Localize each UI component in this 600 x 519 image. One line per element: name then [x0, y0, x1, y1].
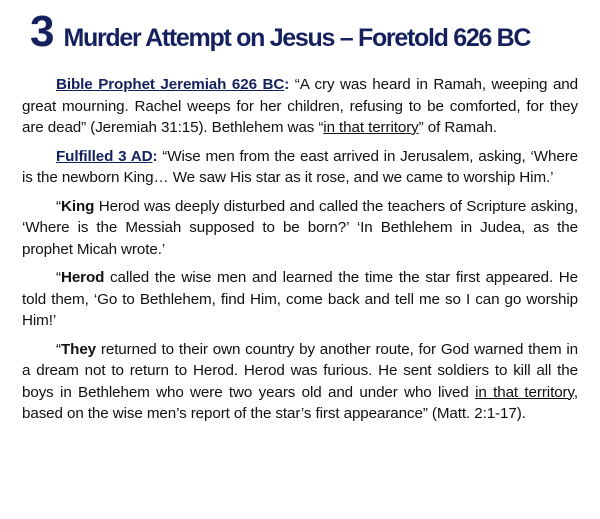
fulfilled-label-colon: : [152, 147, 158, 165]
prophecy-text-b: ” of Ramah. [418, 119, 497, 136]
they-text-a: returned to their own country by another route, for God warned them in a dream not to return to Herod. Herod was furious. He sent soldiers to kill all the boys in Bethlehem who were two years old and under who lived [22, 340, 578, 401]
title-text: Murder Attempt on Jesus – Foretold 626 BC [63, 24, 531, 52]
title-number: 3 [30, 7, 54, 56]
they-text-b: , based on the wise men’s report of the star’s first appearance” (Matt. 2:1-17). [22, 383, 578, 422]
herod-text: called the wise men and learned the time the star first appeared. He told them, ‘Go to Bethlehem, find Him, come back and tell me so I can go worship Him!’ [22, 269, 578, 329]
fulfilled-label: Fulfilled 3 AD [56, 147, 153, 165]
they-open-quote: “ [56, 340, 61, 358]
paragraph-herod [22, 267, 578, 332]
king-text: Herod was deeply disturbed and called the teachers of Scripture asking, ‘Where is the Messiah supposed to be born?’ ‘In Bethlehem in Judea, as the prophet Micah wrote.’ [22, 197, 578, 258]
they-bold: They [60, 340, 97, 358]
king-bold: King [60, 197, 95, 215]
paragraph-king [22, 196, 578, 261]
king-open-quote: “ [56, 197, 61, 215]
paragraph-fulfilled [22, 146, 578, 189]
herod-open-quote: “ [56, 269, 61, 286]
fulfilled-text: “Wise men from the east arrived in Jerusalem, asking, ‘Where is the newborn King… We saw His star as it rose, and we came to worship Him.’ [22, 147, 578, 186]
page-title [30, 8, 578, 62]
prophecy-underlined: in that territory [323, 119, 419, 136]
paragraph-prophecy [22, 74, 578, 139]
prophecy-text-a: “A cry was heard in Ramah, weeping and great mourning. Rachel weeps for her children, refusing to be comforted, for they are dead” (Jeremiah 31:15). Bethlehem was “ [22, 76, 578, 136]
paragraph-they [22, 339, 578, 425]
they-underlined: in that territory [475, 383, 574, 401]
prophecy-label-colon: : [284, 76, 290, 93]
prophecy-label: Bible Prophet Jeremiah 626 BC [56, 76, 285, 93]
herod-bold: Herod [60, 269, 105, 286]
